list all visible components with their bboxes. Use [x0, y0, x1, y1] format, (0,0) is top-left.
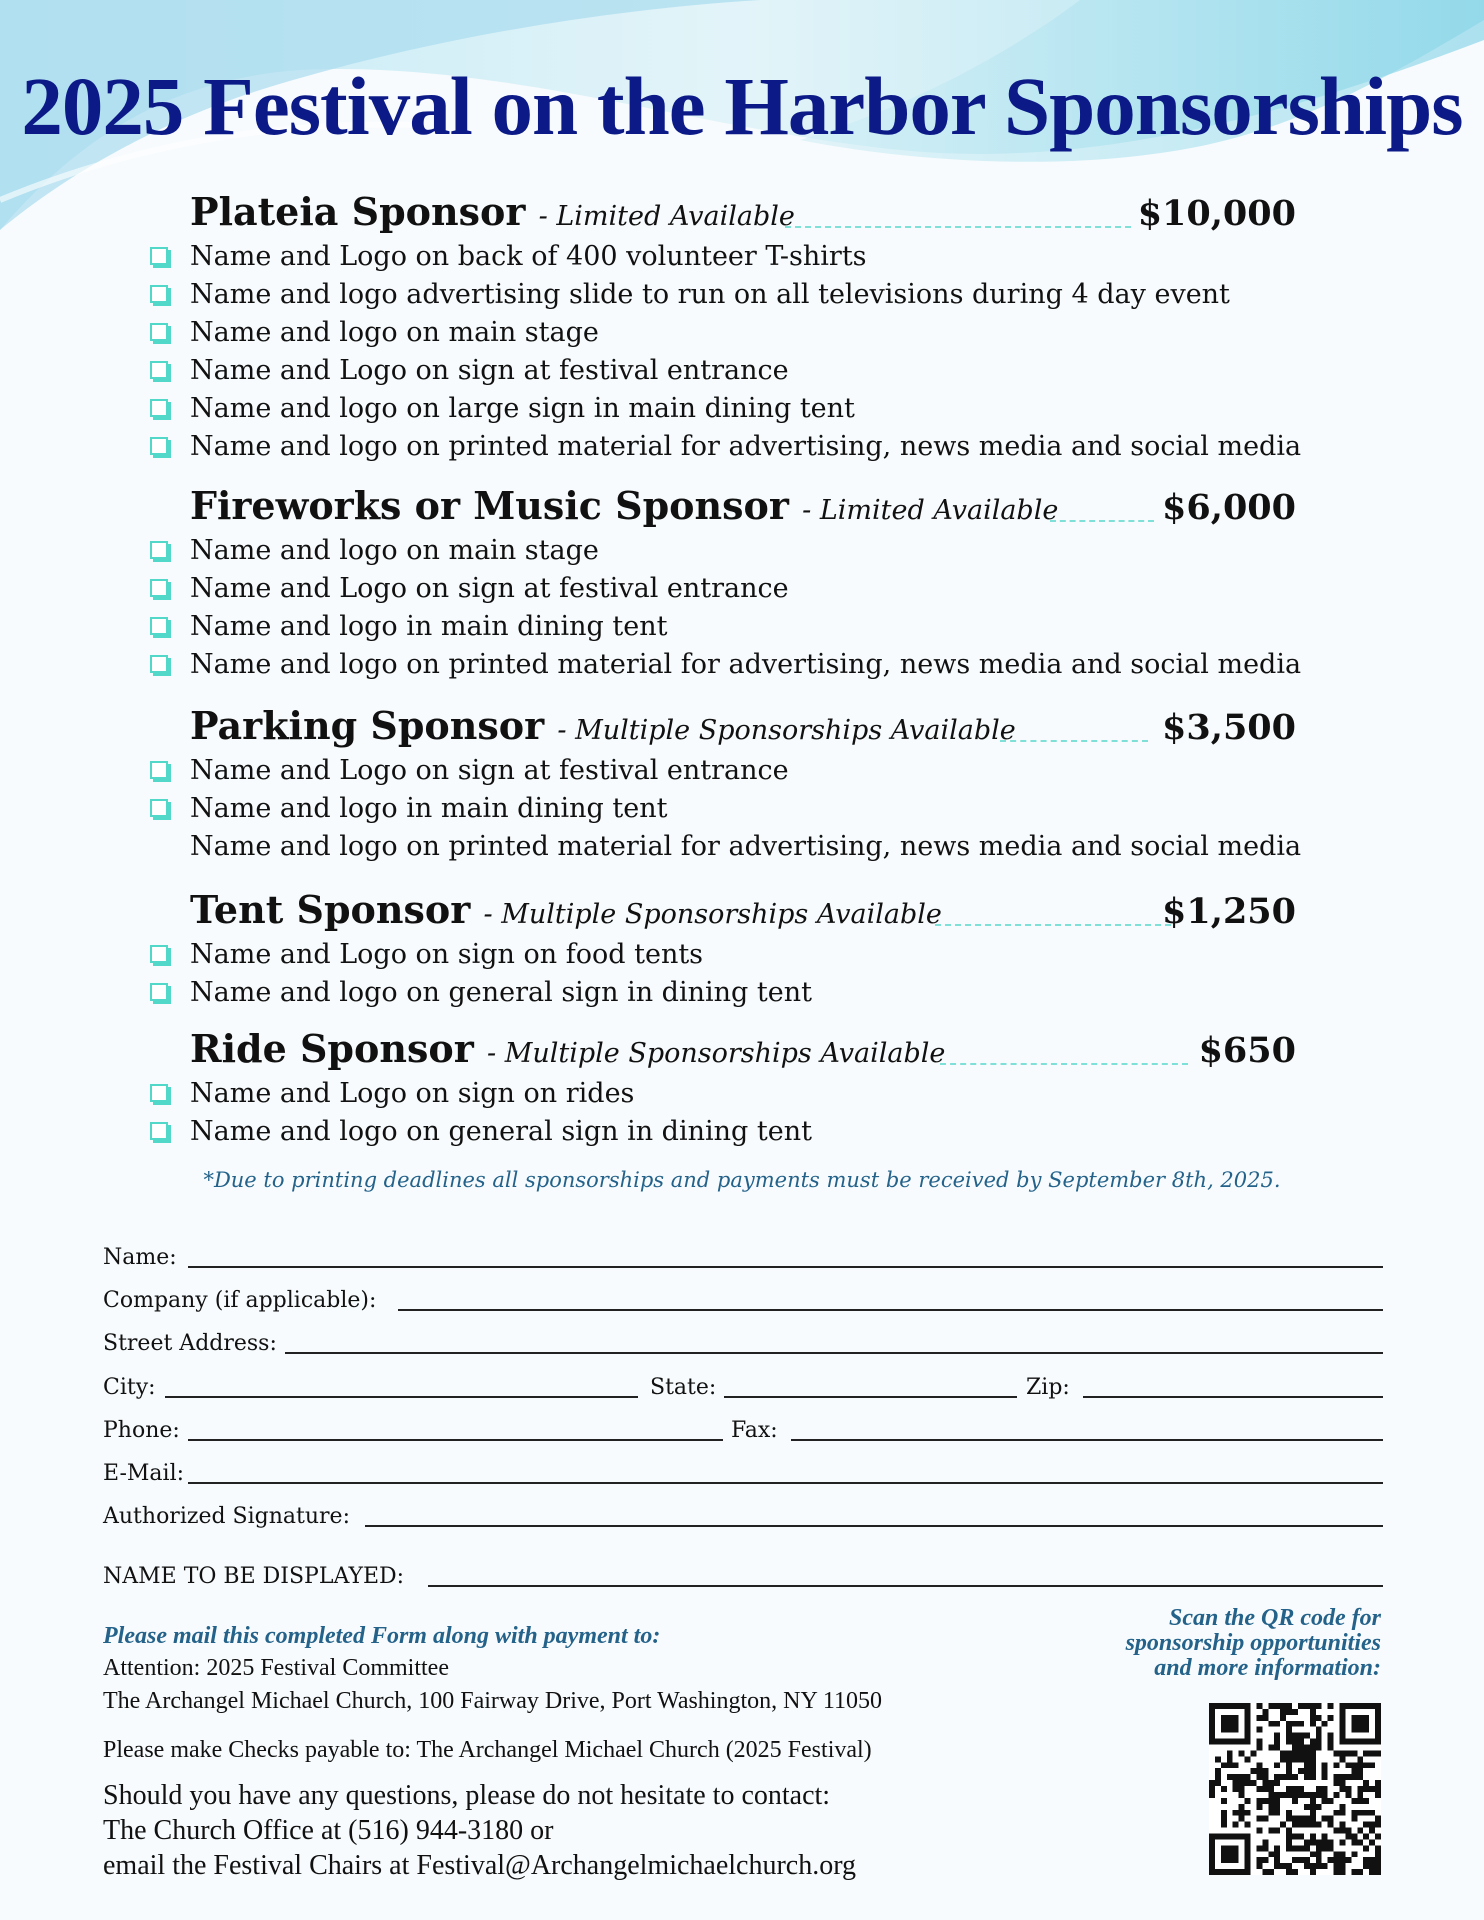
tier-availability: - Multiple Sponsorships Available	[557, 715, 1016, 746]
checkbox[interactable]	[150, 579, 168, 597]
leader-dots	[1050, 520, 1154, 522]
benefit-item	[0, 314, 1484, 352]
tier-price: $10,000	[1137, 193, 1296, 234]
benefit-text: Name and logo on main stage	[190, 317, 599, 348]
tier-header	[190, 190, 1296, 240]
phone-field[interactable]	[103, 1409, 723, 1445]
signature-input-line[interactable]	[365, 1525, 1383, 1527]
mail-heading: Please mail this completed Form along with payment to:	[103, 1623, 661, 1649]
leader-dots	[935, 924, 1171, 926]
name-row	[103, 1236, 1383, 1272]
tier-header	[190, 704, 1296, 754]
benefit-item	[0, 276, 1484, 314]
benefit-text: Name and logo on printed material for advertising, news media and social media	[190, 831, 1302, 862]
tier-availability: - Limited Available	[538, 201, 795, 232]
name-field[interactable]	[103, 1236, 1383, 1272]
benefit-text: Name and Logo on back of 400 volunteer T-shirts	[190, 241, 867, 272]
checkbox[interactable]	[150, 799, 168, 817]
company-row	[103, 1279, 1383, 1315]
benefit-item	[0, 936, 1484, 974]
benefit-text: Name and logo on general sign in dining tent	[190, 1116, 812, 1147]
tier-price: $650	[1198, 1030, 1296, 1071]
tier-name: Parking Sponsor - Multiple Sponsorships Available	[190, 703, 1016, 748]
mail-address: The Archangel Michael Church, 100 Fairway Drive, Port Washington, NY 11050	[103, 1688, 883, 1714]
tier-availability: - Multiple Sponsorships Available	[486, 1038, 946, 1069]
benefit-list	[0, 752, 1484, 866]
contact-line-1: Should you have any questions, please do not hesitate to contact:	[103, 1780, 831, 1811]
street-label: Street Address:	[103, 1331, 277, 1356]
signature-field[interactable]	[103, 1495, 1383, 1531]
state-label: State:	[650, 1375, 717, 1400]
qr-code-icon[interactable]	[1209, 1703, 1381, 1875]
deadline-note: *Due to printing deadlines all sponsorships and payments must be received by September 8th, 2025.	[203, 1168, 1281, 1192]
signature-row	[103, 1495, 1383, 1531]
benefit-list	[0, 532, 1484, 684]
benefit-item	[0, 828, 1484, 866]
checkbox[interactable]	[150, 1122, 168, 1140]
benefit-text: Name and logo in main dining tent	[190, 611, 668, 642]
name-input-line[interactable]	[188, 1266, 1383, 1268]
checkbox[interactable]	[150, 761, 168, 779]
qr-caption	[1001, 1606, 1381, 1681]
benefit-item	[0, 238, 1484, 276]
contact-line-3: email the Festival Chairs at Festival@Archangelmichaelchurch.org	[103, 1850, 857, 1881]
benefit-item	[0, 752, 1484, 790]
benefit-text: Name and Logo on sign at festival entrance	[190, 755, 789, 786]
qr-caption-line: Scan the QR code for	[1169, 1605, 1381, 1631]
benefit-item	[0, 532, 1484, 570]
tier-price: $6,000	[1162, 487, 1296, 528]
zip-field[interactable]	[1026, 1366, 1383, 1402]
tier-name: Ride Sponsor - Multiple Sponsorships Available	[190, 1026, 946, 1071]
tier-name: Fireworks or Music Sponsor - Limited Available	[190, 483, 1059, 528]
benefit-item	[0, 646, 1484, 684]
benefit-text: Name and Logo on sign at festival entrance	[190, 573, 789, 604]
page-title: 2025 Festival on the Harbor Sponsorships	[21, 60, 1463, 152]
benefit-item	[0, 1113, 1484, 1151]
signature-label: Authorized Signature:	[103, 1504, 350, 1529]
checkbox[interactable]	[150, 323, 168, 341]
phone-input-line[interactable]	[188, 1439, 723, 1441]
phone-fax-row	[103, 1409, 1383, 1445]
qr-caption-line: sponsorship opportunities	[1125, 1630, 1381, 1656]
display-name-field[interactable]	[103, 1555, 1383, 1591]
benefit-item	[0, 352, 1484, 390]
tier-price: $1,250	[1162, 891, 1296, 932]
tier-availability: - Limited Available	[802, 495, 1059, 526]
email-field[interactable]	[103, 1452, 1383, 1488]
benefit-item	[0, 608, 1484, 646]
benefit-text: Name and logo on printed material for advertising, news media and social media	[190, 649, 1302, 680]
display-name-label: NAME TO BE DISPLAYED:	[103, 1564, 405, 1589]
checkbox[interactable]	[150, 541, 168, 559]
benefit-item	[0, 974, 1484, 1012]
tier-header	[190, 484, 1296, 534]
tier-name: Plateia Sponsor - Limited Available	[190, 189, 795, 234]
contact-line-2: The Church Office at (516) 944-3180 or	[103, 1815, 554, 1846]
benefit-item	[0, 1075, 1484, 1113]
tier-availability: - Multiple Sponsorships Available	[483, 899, 942, 930]
street-input-line[interactable]	[285, 1352, 1383, 1354]
leader-dots	[785, 226, 1131, 228]
checkbox[interactable]	[150, 399, 168, 417]
leader-dots	[1000, 740, 1148, 742]
qr-caption-line: and more information:	[1154, 1655, 1381, 1681]
display-name-row	[103, 1555, 1383, 1591]
email-input-line[interactable]	[188, 1482, 1383, 1484]
tier-name: Tent Sponsor - Multiple Sponsorships Available	[190, 887, 942, 932]
zip-input-line[interactable]	[1083, 1396, 1383, 1398]
benefit-text: Name and Logo on sign on rides	[190, 1078, 635, 1109]
benefit-text: Name and logo on general sign in dining tent	[190, 977, 812, 1008]
fax-label: Fax:	[731, 1418, 778, 1443]
benefit-text: Name and logo in main dining tent	[190, 793, 668, 824]
benefit-list	[0, 936, 1484, 1012]
checkbox[interactable]	[150, 617, 168, 635]
fax-field[interactable]	[731, 1409, 1383, 1445]
benefit-list	[0, 238, 1484, 466]
state-input-line[interactable]	[724, 1396, 1017, 1398]
checkbox[interactable]	[150, 437, 168, 455]
benefit-text: Name and Logo on sign on food tents	[190, 939, 704, 970]
city-label: City:	[103, 1375, 156, 1400]
checkbox[interactable]	[150, 655, 168, 673]
street-field[interactable]	[103, 1322, 1383, 1358]
leader-dots	[940, 1063, 1188, 1065]
company-label: Company (if applicable):	[103, 1288, 377, 1313]
phone-label: Phone:	[103, 1418, 180, 1443]
display-name-input-line[interactable]	[428, 1585, 1383, 1587]
checkbox[interactable]	[150, 285, 168, 303]
checkbox[interactable]	[150, 361, 168, 379]
checks-payable: Please make Checks payable to: The Archangel Michael Church (2025 Festival)	[103, 1737, 872, 1763]
benefit-item	[0, 790, 1484, 828]
email-label: E-Mail:	[103, 1461, 185, 1486]
checkbox[interactable]	[150, 983, 168, 1001]
email-row	[103, 1452, 1383, 1488]
benefit-item	[0, 390, 1484, 428]
tier-price: $3,500	[1162, 707, 1296, 748]
benefit-list	[0, 1075, 1484, 1151]
benefit-text: Name and logo on main stage	[190, 535, 599, 566]
checkbox[interactable]	[150, 945, 168, 963]
city-input-line[interactable]	[165, 1396, 638, 1398]
street-row	[103, 1322, 1383, 1358]
state-field[interactable]	[650, 1366, 1017, 1402]
benefit-item	[0, 570, 1484, 608]
benefit-item	[0, 428, 1484, 466]
company-input-line[interactable]	[398, 1309, 1383, 1311]
mail-attention: Attention: 2025 Festival Committee	[103, 1655, 449, 1681]
tier-header	[190, 1027, 1296, 1077]
benefit-text: Name and logo advertising slide to run on all televisions during 4 day event	[190, 279, 1230, 310]
benefit-text: Name and logo on printed material for advertising, news media and social media	[190, 431, 1302, 462]
zip-label: Zip:	[1026, 1375, 1070, 1400]
checkbox[interactable]	[150, 247, 168, 265]
city-field[interactable]	[103, 1366, 638, 1402]
name-label: Name:	[103, 1245, 177, 1270]
company-field[interactable]	[103, 1279, 1383, 1315]
city-state-zip-row	[103, 1366, 1383, 1402]
fax-input-line[interactable]	[791, 1439, 1383, 1441]
benefit-text: Name and Logo on sign at festival entrance	[190, 355, 789, 386]
tier-header	[190, 888, 1296, 938]
checkbox[interactable]	[150, 1084, 168, 1102]
benefit-text: Name and logo on large sign in main dining tent	[190, 393, 855, 424]
